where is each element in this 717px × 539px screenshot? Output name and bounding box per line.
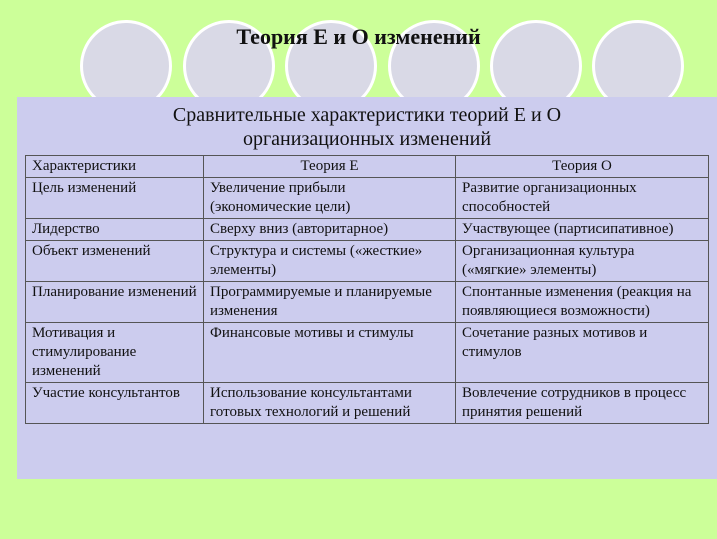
row-label: Планирование изменений <box>26 282 204 323</box>
table-row <box>26 241 709 282</box>
theory-e-cell: Структура и системы («жесткие» элементы) <box>204 241 456 282</box>
theory-e-cell: Сверху вниз (авторитарное) <box>204 219 456 241</box>
theory-o-cell: Сочетание разных мотивов и стимулов <box>456 323 709 383</box>
table-title-line-2: организационных изменений <box>242 128 492 150</box>
content-panel <box>17 97 717 479</box>
row-label: Участие консультантов <box>26 383 204 424</box>
table-row <box>26 282 709 323</box>
table-header-row <box>26 156 709 178</box>
table-title <box>17 103 717 151</box>
table-row <box>26 323 709 383</box>
header-theory-e: Теория E <box>204 156 456 178</box>
table-row <box>26 178 709 219</box>
theory-e-cell: Программируемые и планируемые изменения <box>204 282 456 323</box>
header-theory-o: Теория O <box>456 156 709 178</box>
row-label: Лидерство <box>26 219 204 241</box>
theory-e-cell: Финансовые мотивы и стимулы <box>204 323 456 383</box>
table-row <box>26 383 709 424</box>
theory-o-cell: Спонтанные изменения (реакция на появляющиеся возможности) <box>456 282 709 323</box>
row-label: Цель изменений <box>26 178 204 219</box>
theory-o-cell: Участвующее (партисипативное) <box>456 219 709 241</box>
header-characteristics: Характеристики <box>26 156 204 178</box>
table-row <box>26 219 709 241</box>
table-title-line-1: Сравнительные характеристики теорий E и O <box>172 104 562 126</box>
theory-e-cell: Увеличение прибыли (экономические цели) <box>204 178 456 219</box>
theory-o-cell: Организационная культура («мягкие» элементы) <box>456 241 709 282</box>
slide-title: Теория E и O изменений <box>236 24 481 49</box>
theory-o-cell: Развитие организационных способностей <box>456 178 709 219</box>
comparison-table <box>25 155 709 424</box>
theory-e-cell: Использование консультантами готовых технологий и решений <box>204 383 456 424</box>
theory-o-cell: Вовлечение сотрудников в процесс принятия решений <box>456 383 709 424</box>
row-label: Объект изменений <box>26 241 204 282</box>
row-label: Мотивация и стимулирование изменений <box>26 323 204 383</box>
